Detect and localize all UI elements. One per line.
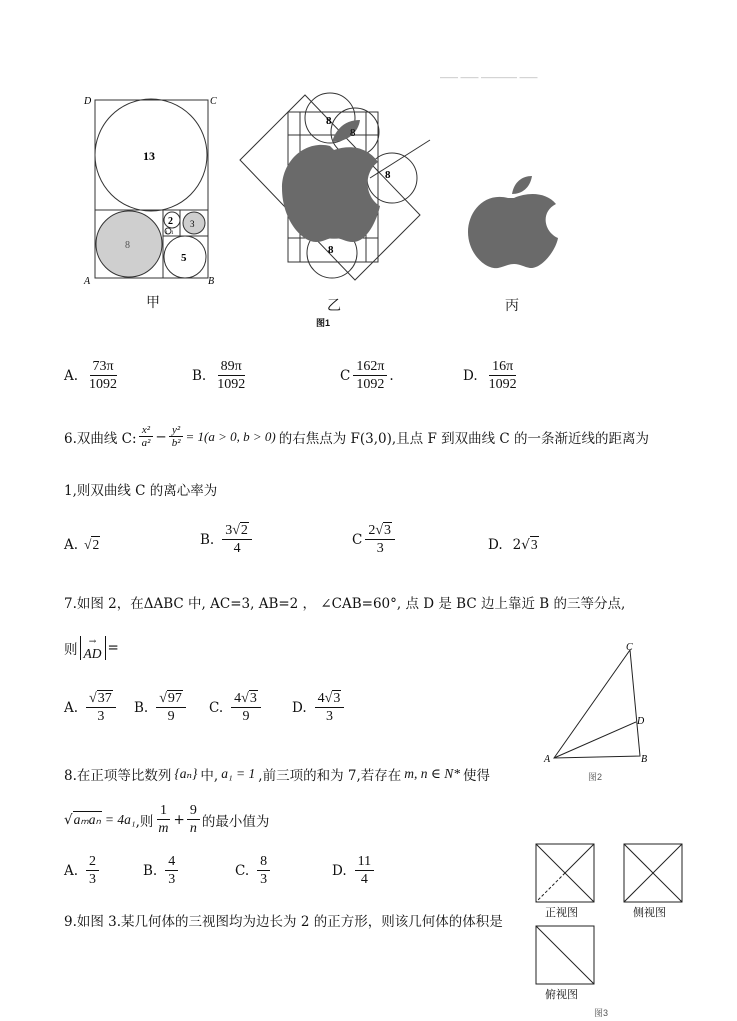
q8-a-num: 2: [86, 853, 99, 871]
q6-b-root: 2: [240, 523, 248, 538]
q8-stem-line1: [64, 764, 490, 784]
q8-stem-line2: √ aₘaₙ = 4a₁ ,则 $\frac{1}{m}$ + $\frac{9}{n}$ 的最小值为: [64, 803, 270, 836]
q5-option-b[interactable]: [192, 358, 250, 393]
q6-stem-line2: 1,则双曲线 C 的离心率为: [64, 483, 218, 499]
q7-vector-ad: AD: [83, 646, 102, 661]
q5-c-den: 1092: [356, 377, 385, 392]
q5-option-d-label: D.: [463, 367, 478, 384]
q7-b-den: 9: [167, 709, 175, 724]
label-5: 5: [181, 252, 187, 264]
q7-stem-line1: 7.如图 2，在ΔABC 中, AC=3, AB=2 ， ∠CAB=60°, 点 D 是 BC 边上靠近 B 的三等分点,: [64, 596, 626, 612]
q8-option-b[interactable]: [143, 853, 180, 888]
apple-shape-yi: [282, 145, 380, 242]
q8-mn: m, n ∈ N*: [404, 766, 460, 781]
q7-text2-post: =: [107, 640, 119, 656]
q8-d-num: 11: [355, 853, 374, 871]
q7-stem-line2: 则 → AD =: [64, 637, 119, 661]
q7-d-root: 3: [333, 691, 341, 706]
q8-f2-num: 9: [187, 802, 200, 820]
figure-2: [540, 638, 660, 788]
q6-b2: b²: [171, 437, 181, 449]
caption-yi: 乙: [327, 297, 341, 313]
q5-option-d[interactable]: [463, 358, 522, 393]
q7-option-c-label: C.: [209, 699, 224, 716]
q5-option-a-label: A.: [64, 367, 79, 384]
q6-b-coef: 3: [225, 523, 233, 538]
q8-root-expr: aₘaₙ: [73, 812, 101, 827]
q8-b-num: 4: [165, 853, 178, 871]
q7-option-d-label: D.: [292, 699, 307, 716]
point-b-label: B: [641, 754, 648, 765]
q7-a-root: 37: [97, 691, 112, 706]
apple-shape-bing: [468, 194, 558, 268]
q8-c-num: 8: [257, 853, 270, 871]
q9-stem: 9.如图 3.某几何体的三视图均为边长为 2 的正方形，则该几何体的体积是: [64, 914, 503, 930]
front-view-label: 正视图: [545, 907, 578, 919]
yi-label-right: 8: [385, 169, 391, 181]
q6-option-c[interactable]: C $\frac{2√3}{3}$: [352, 522, 397, 557]
q8-option-c-label: C.: [235, 862, 250, 879]
top-view-label: 俯视图: [545, 989, 578, 1001]
q6-a-root: 2: [92, 537, 100, 552]
corner-d: D: [84, 96, 92, 107]
q8-option-a[interactable]: [64, 853, 101, 888]
q6-prefix: 6.双曲线 C:: [64, 430, 137, 447]
q6-option-a-label: A.: [64, 536, 79, 553]
top-view: [536, 926, 594, 984]
label-8: 8: [125, 240, 130, 251]
q7-option-b-label: B.: [134, 699, 149, 716]
figure-jia: [95, 99, 208, 278]
q5-c-num: 162π: [353, 358, 387, 376]
q7-c-coef: 4: [234, 691, 242, 706]
yi-label-top: 8: [326, 115, 332, 127]
q7-a-den: 3: [97, 709, 105, 724]
q7-d-coef: 4: [317, 691, 325, 706]
q5-c-suffix: .: [389, 367, 394, 384]
q5-option-c[interactable]: [340, 358, 394, 393]
side-view-label: 侧视图: [633, 907, 666, 919]
label-1a: 1: [165, 231, 168, 236]
caption-jia: 甲: [146, 294, 160, 310]
q6-option-a[interactable]: A. √ 2: [64, 536, 100, 553]
q6-x2: x²: [139, 424, 153, 437]
q6-d-coef: 2: [512, 536, 522, 553]
q8-a1eq: a₁ = 1: [221, 766, 256, 781]
q8-text1: 8.在正项等比数列: [64, 768, 172, 784]
q5-d-den: 1092: [488, 377, 517, 392]
q8-f1-num: 1: [157, 802, 170, 820]
q8-d-den: 4: [360, 872, 368, 887]
q8-text2a: ,则: [135, 813, 154, 830]
q8-f1-den: m: [158, 821, 169, 836]
side-view: [624, 844, 682, 902]
point-a-label: A: [544, 754, 551, 765]
faint-header: —— —— ———— ——: [440, 72, 538, 82]
q8-f2-den: n: [189, 821, 197, 836]
q7-b-root: 97: [167, 691, 182, 706]
q6-c-coef: 2: [368, 523, 376, 538]
q6-d-root: 3: [530, 537, 538, 552]
figure-1: [80, 90, 440, 290]
label-1b: 1: [171, 231, 174, 236]
label-3: 3: [190, 219, 195, 229]
q8-c-den: 3: [260, 872, 268, 887]
corner-b: B: [208, 276, 215, 287]
q6-b-den: 4: [233, 541, 241, 556]
q7-option-a[interactable]: A. $\frac{√37}{3}$: [64, 690, 118, 725]
yi-label-bottom: 8: [328, 244, 334, 256]
q7-option-a-label: A.: [64, 699, 79, 716]
apple-leaf-bing: [512, 176, 532, 194]
q5-a-den: 1092: [89, 377, 118, 392]
figure-3-caption: 图3: [594, 1008, 609, 1018]
label-2: 2: [168, 216, 173, 227]
q8-text2b: 的最小值为: [201, 813, 270, 830]
q6-option-b[interactable]: B. $\frac{3√2}{4}$: [200, 522, 254, 557]
q7-option-d[interactable]: D. $\frac{4√3}{3}$: [292, 690, 346, 725]
q8-option-b-label: B.: [143, 862, 158, 879]
q7-text2-pre: 则: [64, 642, 78, 658]
q6-option-d[interactable]: D. 2 √ 3: [488, 536, 538, 553]
corner-c: C: [210, 96, 217, 107]
q6-option-b-label: B.: [200, 531, 215, 548]
q8-seq: {aₙ}: [174, 766, 198, 781]
front-view: [536, 844, 594, 902]
q6-a2: a²: [141, 437, 151, 449]
q7-option-c[interactable]: C. $\frac{4√3}{9}$: [209, 690, 263, 725]
triangle-abc: [554, 650, 640, 758]
q8-a-den: 3: [89, 872, 97, 887]
q6-eq-tail: = 1(a > 0, b > 0): [185, 428, 276, 444]
q8-option-a-label: A.: [64, 862, 79, 879]
point-d-label: D: [637, 716, 645, 727]
q8-option-d-label: D.: [332, 862, 347, 879]
q5-b-num: 89π: [218, 358, 245, 376]
label-13: 13: [143, 149, 155, 163]
q6-option-c-label: C: [352, 531, 363, 548]
q8-option-c[interactable]: [235, 853, 272, 888]
q6-c-root: 3: [384, 523, 392, 538]
q8-text1c: ,前三项的和为 7,若存在: [258, 768, 402, 784]
q7-option-b[interactable]: B. $\frac{√97}{9}$: [134, 690, 188, 725]
q5-b-den: 1092: [217, 377, 246, 392]
q5-option-b-label: B.: [192, 367, 207, 384]
q8-text1d: 使得: [463, 768, 490, 784]
q5-d-num: 16π: [489, 358, 516, 376]
yi-label-upper-right: 8: [350, 127, 356, 139]
q6-y2: y²: [169, 424, 183, 437]
caption-bing: 丙: [505, 297, 519, 313]
q5-option-a[interactable]: [64, 358, 122, 393]
q8-b-den: 3: [168, 872, 176, 887]
q6-option-d-label: D.: [488, 536, 503, 553]
q7-c-den: 9: [242, 709, 250, 724]
q7-c-root: 3: [249, 691, 257, 706]
figure-bing: [460, 170, 570, 270]
q6-c-den: 3: [376, 541, 384, 556]
q5-option-c-label: C: [340, 367, 351, 384]
q8-option-d[interactable]: [332, 853, 376, 888]
q6-stem-line1: 6.双曲线 C: $\frac{\text{x²}}{\text{a²}}$ − $\frac{\text{y²}}{\text{b²}}$ = 1(a > 0, b > 0) 的右焦点为 F(3,0),且点 F 到双曲线 C 的一条渐近线的距离为: [64, 424, 650, 449]
apple-leaf-yi: [332, 120, 360, 142]
figure-1-title: 图1: [316, 318, 331, 328]
q7-d-den: 3: [325, 709, 333, 724]
corner-a: A: [84, 276, 91, 287]
q8-eq2: = 4a₁: [104, 811, 136, 827]
q5-a-num: 73π: [90, 358, 117, 376]
figure-2-caption: 图2: [588, 772, 603, 782]
point-c-label: C: [626, 642, 633, 653]
q8-text1b: 中,: [200, 768, 219, 784]
q6-text1: 的右焦点为 F(3,0),且点 F 到双曲线 C 的一条渐近线的距离为: [278, 430, 650, 447]
